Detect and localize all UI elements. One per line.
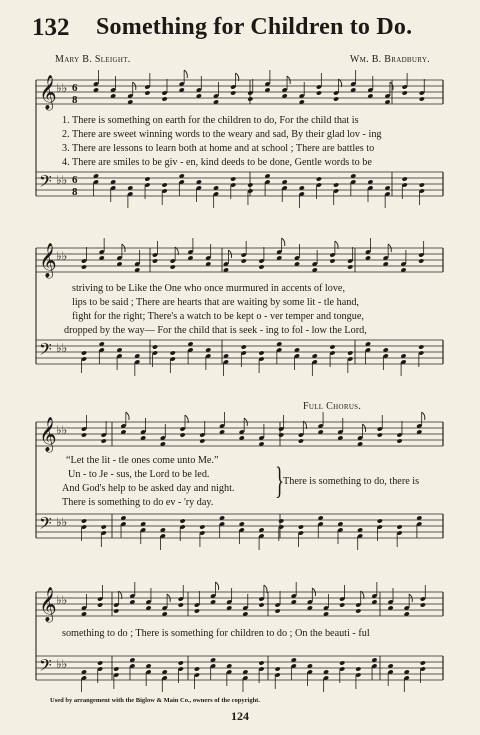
lyric-line: dropped by the way— For the child that is seek - ing to fol - low the Lord, xyxy=(64,325,367,336)
treble-staff xyxy=(36,412,443,453)
svg-text:𝄞: 𝄞 xyxy=(39,417,57,452)
treble-staff xyxy=(36,238,443,279)
lyric-line: And God's help to be asked day and night. xyxy=(62,483,235,494)
svg-text:♭♭: ♭♭ xyxy=(56,173,68,187)
bass-staff xyxy=(36,171,443,208)
chorus-lyric: There is something to do, there is xyxy=(283,476,420,487)
page-number: 124 xyxy=(231,709,249,723)
lyricist-credit: Mary B. Sleight. xyxy=(55,54,131,65)
bass-staff xyxy=(36,513,443,550)
svg-text:𝄢: 𝄢 xyxy=(39,171,52,195)
svg-text:♭♭: ♭♭ xyxy=(56,341,68,355)
svg-text:♭♭: ♭♭ xyxy=(56,423,68,437)
svg-text:𝄢: 𝄢 xyxy=(39,655,52,679)
lyric-line: 2. There are sweet winning words to the weary and sad, By their glad lov - ing xyxy=(62,129,382,140)
copyright-note: Used by arrangement with the Biglow & Main Co., owners of the copyright. xyxy=(50,697,260,704)
bass-staff xyxy=(36,339,443,376)
svg-text:♭♭: ♭♭ xyxy=(56,81,68,95)
composer-credit: Wm. B. Bradbury. xyxy=(349,54,430,65)
svg-text:6: 6 xyxy=(72,82,78,94)
svg-text:𝄞: 𝄞 xyxy=(39,587,57,622)
svg-text:6: 6 xyxy=(72,174,78,186)
svg-text:♭♭: ♭♭ xyxy=(56,593,68,607)
lyric-line: 3. There are lessons to learn both at home and at school ; There are battles to xyxy=(62,143,375,154)
hymn-title: Something for Children to Do. xyxy=(96,14,413,40)
lyric-brace: } xyxy=(275,460,285,502)
lyric-line: 1. There is something on earth for the children to do, For the child that is xyxy=(62,115,359,126)
lyric-line: striving to be Like the One who once murmured in accents of love, xyxy=(72,283,346,294)
svg-text:𝄞: 𝄞 xyxy=(39,243,57,278)
svg-text:𝄢: 𝄢 xyxy=(39,513,52,537)
svg-text:𝄞: 𝄞 xyxy=(39,75,57,110)
svg-text:♭♭: ♭♭ xyxy=(56,657,68,671)
lyric-line: lips to be said ; There are hearts that are waiting by some lit - tle hand, xyxy=(72,297,359,308)
treble-staff xyxy=(36,70,443,111)
treble-staff xyxy=(36,582,443,623)
svg-text:8: 8 xyxy=(72,94,78,106)
bass-staff xyxy=(36,655,443,692)
lyric-line: fight for the right; There's a watch to be kept o - ver temper and tongue, xyxy=(72,311,364,322)
chorus-label: Full Chorus. xyxy=(303,401,362,412)
svg-text:♭♭: ♭♭ xyxy=(56,515,68,529)
lyric-line: 4. There are smiles to be giv - en, kind deeds to be done, Gentle words to be xyxy=(62,157,372,168)
svg-text:𝄢: 𝄢 xyxy=(39,339,52,363)
lyric-line: There is something to do ev - 'ry day. xyxy=(62,497,214,508)
svg-text:8: 8 xyxy=(72,186,78,198)
lyric-line: Un - to Je - sus, the Lord to be led. xyxy=(68,469,210,480)
hymn-number: 132 xyxy=(32,14,70,41)
lyric-line: “Let the lit - tle ones come unto Me.” xyxy=(66,455,219,466)
lyric-line: something to do ; There is something for children to do ; On the beauti - ful xyxy=(62,628,370,639)
svg-text:♭♭: ♭♭ xyxy=(56,249,68,263)
